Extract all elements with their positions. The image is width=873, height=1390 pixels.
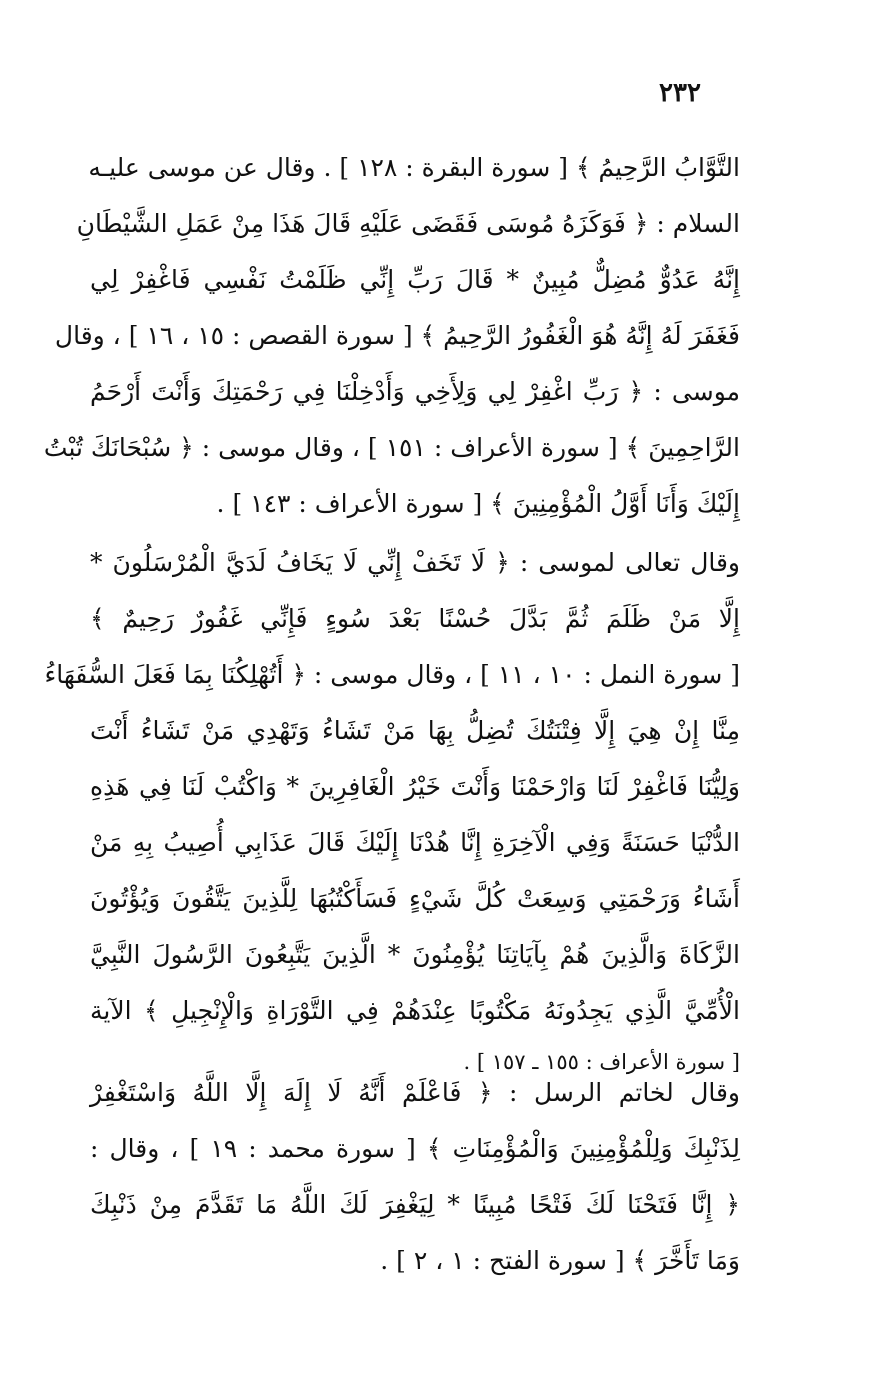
text-line: أَشَاءُ وَرَحْمَتِي وَسِعَتْ كُلَّ شَيْءٍ فَسَأَكْتُبُهَا لِلَّذِينَ يَتَّقُونَ وَيُؤْتُونَ <box>90 884 740 913</box>
text-line: ﴿ إِنَّا فَتَحْنَا لَكَ فَتْحًا مُبِينًا * لِيَغْفِرَ لَكَ اللَّهُ مَا تَقَدَّمَ مِنْ ذَنْبِكَ <box>90 1190 740 1219</box>
text-line: الرَّاحِمِينَ ﴾ [ سورة الأعراف : ١٥١ ] ، وقال موسى : ﴿ سُبْحَانَكَ تُبْتُ <box>43 433 740 462</box>
text-line: إِنَّهُ عَدُوٌّ مُضِلٌّ مُبِينٌ * قَالَ رَبِّ إِنِّي ظَلَمْتُ نَفْسِي فَاغْفِرْ لِي <box>90 265 740 294</box>
paragraph-3 <box>90 1065 740 1289</box>
text-line: وَلِيُّنَا فَاغْفِرْ لَنَا وَارْحَمْنَا وَأَنْتَ خَيْرُ الْغَافِرِينَ * وَاكْتُبْ لَنَا فِي هَذِهِ <box>90 772 740 801</box>
paragraph-1 <box>43 140 740 532</box>
text-line: السلام : ﴿ فَوَكَزَهُ مُوسَى فَقَضَى عَلَيْهِ قَالَ هَذَا مِنْ عَمَلِ الشَّيْطَانِ <box>76 209 740 238</box>
page-number: ٢٣٢ <box>659 78 701 108</box>
text-line: لِذَنْبِكَ وَلِلْمُؤْمِنِينَ وَالْمُؤْمِنَاتِ ﴾ [ سورة محمد : ١٩ ] ، وقال : <box>90 1134 740 1163</box>
paragraph-2 <box>44 535 740 1085</box>
text-line: وَمَا تَأَخَّرَ ﴾ [ سورة الفتح : ١ ، ٢ ] . <box>380 1246 740 1275</box>
text-line: [ سورة النمل : ١٠ ، ١١ ] ، وقال موسى : ﴿ أَتُهْلِكُنَا بِمَا فَعَلَ السُّفَهَاءُ <box>44 660 740 689</box>
text-line: وقال لخاتم الرسل : ﴿ فَاعْلَمْ أَنَّهُ لَا إِلَهَ إِلَّا اللَّهُ وَاسْتَغْفِرْ <box>90 1078 740 1107</box>
text-line: الدُّنْيَا حَسَنَةً وَفِي الْآخِرَةِ إِنَّا هُدْنَا إِلَيْكَ قَالَ عَذَابِي أُصِيبُ بِهِ مَنْ <box>90 828 740 857</box>
text-line: التَّوَّابُ الرَّحِيمُ ﴾ [ سورة البقرة : ١٢٨ ] . وقال عن موسى عليـه <box>88 153 740 182</box>
text-line: [ سورة الأعراف : ١٥٥ ـ ١٥٧ ] . <box>463 1050 740 1074</box>
text-line: إِلَّا مَنْ ظَلَمَ ثُمَّ بَدَّلَ حُسْنًا بَعْدَ سُوءٍ فَإِنِّي غَفُورٌ رَحِيمٌ ﴾ <box>90 604 740 633</box>
text-line: وقال تعالى لموسى : ﴿ لَا تَخَفْ إِنِّي لَا يَخَافُ لَدَيَّ الْمُرْسَلُونَ * <box>90 548 740 577</box>
text-line: مِنَّا إِنْ هِيَ إِلَّا فِتْنَتُكَ تُضِلُّ بِهَا مَنْ تَشَاءُ وَتَهْدِي مَنْ تَشَاءُ أَنْتَ <box>90 716 740 745</box>
text-line: الْأُمِّيَّ الَّذِي يَجِدُونَهُ مَكْتُوبًا عِنْدَهُمْ فِي التَّوْرَاةِ وَالْإِنْجِيلِ ﴾ الآية <box>90 996 740 1025</box>
text-line: الزَّكَاةَ وَالَّذِينَ هُمْ بِآيَاتِنَا يُؤْمِنُونَ * الَّذِينَ يَتَّبِعُونَ الرَّسُولَ النَّبِيَّ <box>90 940 740 969</box>
text-line: فَغَفَرَ لَهُ إِنَّهُ هُوَ الْغَفُورُ الرَّحِيمُ ﴾ [ سورة القصص : ١٥ ، ١٦ ] ، وقال <box>54 321 740 350</box>
text-line: موسى : ﴿ رَبِّ اغْفِرْ لِي وَلِأَخِي وَأَدْخِلْنَا فِي رَحْمَتِكَ وَأَنْتَ أَرْحَمُ <box>90 377 740 406</box>
text-line: إِلَيْكَ وَأَنَا أَوَّلُ الْمُؤْمِنِينَ ﴾ [ سورة الأعراف : ١٤٣ ] . <box>216 489 740 518</box>
